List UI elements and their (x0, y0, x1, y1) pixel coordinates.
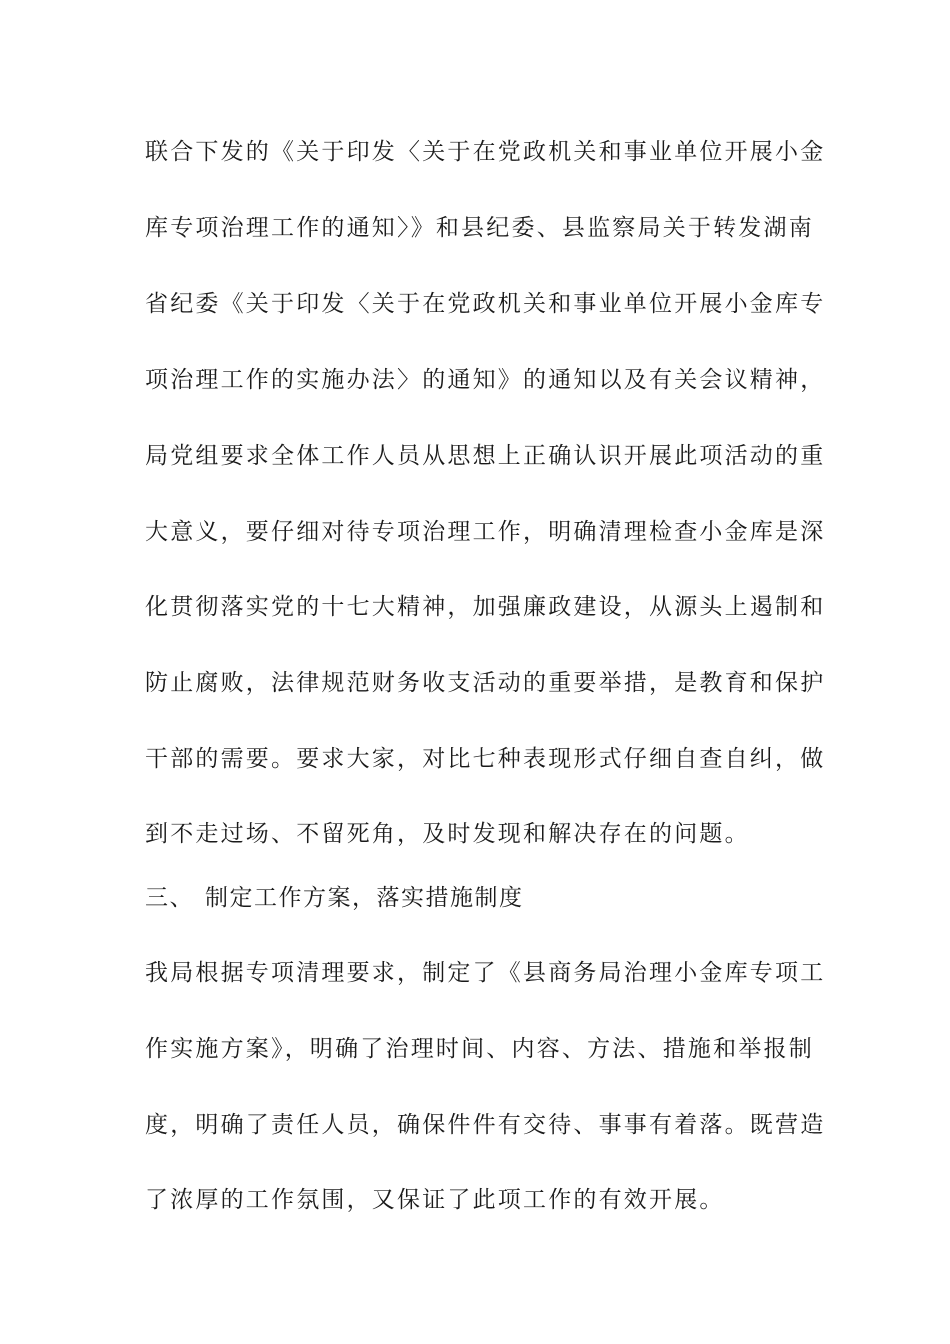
paragraph-line: 作实施方案》，明确了治理时间、内容、方法、措施和举报制 (145, 1036, 814, 1062)
paragraph-line: 大意义，要仔细对待专项治理工作，明确清理检查小金库是深 (145, 519, 826, 545)
paragraph-line: 度，明确了责任人员，确保件件有交待、事事有着落。既营造 (145, 1112, 826, 1138)
section-heading-title: 制定工作方案，落实措施制度 (205, 885, 524, 911)
paragraph-line: 干部的需要。要求大家，对比七种表现形式仔细自查自纠，做 (145, 746, 826, 772)
paragraph-line: 项治理工作的实施办法〉的通知》的通知以及有关会议精神， (145, 367, 826, 393)
paragraph-line: 库专项治理工作的通知〉》和县纪委、县监察局关于转发湖南 (145, 215, 814, 241)
section-heading-number: 三、 (145, 885, 194, 911)
paragraph-line: 防止腐败，法律规范财务收支活动的重要举措，是教育和保护 (145, 670, 826, 696)
paragraph-line: 联合下发的《关于印发〈关于在党政机关和事业单位开展小金 (145, 139, 826, 165)
paragraph-line: 到不走过场、不留死角，及时发现和解决存在的问题。 (145, 821, 750, 847)
paragraph-line: 局党组要求全体工作人员从思想上正确认识开展此项活动的重 (145, 443, 826, 469)
paragraph-line: 我局根据专项清理要求，制定了《县商务局治理小金库专项工 (145, 960, 826, 986)
section-heading (145, 883, 815, 913)
paragraph-line: 省纪委《关于印发〈关于在党政机关和事业单位开展小金库专 (145, 291, 826, 317)
paragraph-line: 化贯彻落实党的十七大精神，加强廉政建设，从源头上遏制和 (145, 594, 826, 620)
paragraph-line: 了浓厚的工作氛围，又保证了此项工作的有效开展。 (145, 1187, 725, 1213)
